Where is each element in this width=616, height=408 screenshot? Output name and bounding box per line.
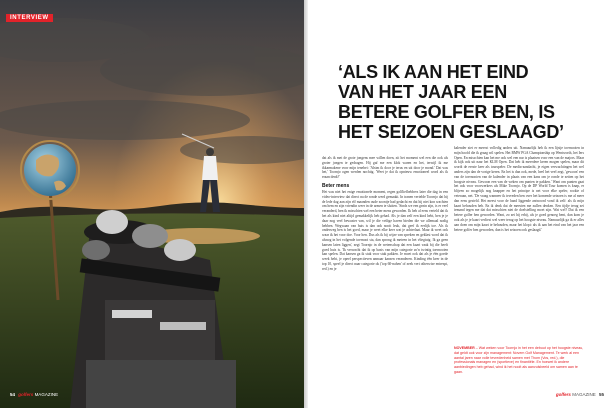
page-number: 54	[10, 392, 16, 397]
page-number: 55	[598, 392, 604, 397]
body-paragraph: Het was niet het enige emotionele moment, regen golfliefhebbers later die dag in een video-interview dat direct na de ronde werd gemaakt. In tranen vertelde Toornjo dat hij de lede dag aan zijn elf maanden oude zoontje had gedacht en dat hij niet kon wachten om hem en zijn vriendin weer in de armen te sluiten. 'Sinds we een gezin zijn, is er veel veranderd, ben ik misschien wel een beter mens geworden. Ik heb al eens verteld dat ik het als kind niet altijd gemakkelijk heb gehad. Als je dan zelf een kind hebt, ben je je daar nog veel bewuster van, wil je die veilige haven bieden die we allemaal nodig hebben. Wegwaan van huis is dan ook nooit leuk, dat geef ik eerlijk toe. Als ik onderweg ben is het goed, maar je weet elke keer wat je achterlaat. Maar ik weet ook waar ik het voor doe. Voor hen. Dus als ik bij wijze van spreken en geklast word dat ik alsnog in het volgende toernooi sta, dan sprong ik meteen in het vliegtuig. Ik ga geen kansen laten liggen', zegt Toornjo in de wetenschap dat een kaart vaak bij die heeft goed huis is. 'Ik verwacht dat ik op basis van mijn categorie zo'n twintig toernooien kan spelen. Dat kansen ga ik stuk voor stuk pakken. Je moet ook dat als je één goede week hebt, je opeel perspectieven anmaar kansen veranderen. Kinding één keer in de top 10, speel je direct naar categorie ok ('top 60-nahen' of zeek vert otherwise entrespt, red.) en je	[322, 189, 448, 271]
sidebar-note	[454, 346, 584, 375]
intro-paragraph: dat als ik met de grote jongens mee willen doen, zit het moment wel een die ook als groter jongen te gedragen. Hij gaf me een klok waren en het, terwijl ik me ikkarmakene voor mijn tenebei: 'Alsim ik door je terus en uit door je mond.' Dat was het,' Toornjo ogen werden nochtig. 'Weet je dat ik opnieuw emotioneel word als ik eraan denk?'	[322, 156, 448, 180]
cover-photo	[0, 0, 304, 408]
magazine-section: MAGAZINE	[572, 392, 596, 397]
note-lead: NOVEMBER	[454, 346, 475, 350]
page-footer-left	[8, 392, 58, 397]
page-footer-right	[556, 392, 606, 397]
magazine-name: golfers	[18, 392, 34, 397]
magazine-section: MAGAZINE	[34, 392, 59, 397]
section-tag: INTERVIEW	[6, 14, 53, 22]
note-text: – Wat weken voor Toornjo in het een debuut op het hoogste niveau, dat geldt ook voor zijn management: Novem Golf Management. Te werk al een aantal jaren naar volle tevredenheid samen met Thom (Vos, red.), die professionals managen en (sportieve) en finantiële. En hoewel ik andere aanbiedingen heb gehad, wind ik het nooit als aanvulsbeeld om samen aan te gaan.	[454, 346, 584, 374]
magazine-name: golfers	[555, 392, 571, 397]
subheading: Beter mens	[322, 182, 350, 189]
body-paragraph: kalender ziet er meerst volledig anders uit. Namuurlijk heb ik een lijstje toernooien in mijn hoofd die ik graag wil spelen. Het BMW PGA Championship op Wentworth, het Iers Open. En misschien kan het me ook wel een nar is plaatsen voor een van de majors. Maar ik kijk ook uit naar het KLM Open. Dat heb ik meerdere keren mogen spelen, maar dit wordt de eerste keer als tourspeler. De media-aandacht, je eigen verwachtingen het wel anders zijn dan de vorige keren. En het is dan ook, mede, heel het veel zegt, 'gewoon' een van de toernooien van de kalender in plaats van een kans om je ronde te zetten op het hoogste niveau. Gewoon een van de weken om punten te pakken.' Want om punten gaat het ook voor voorwerkers als Mike Toornjo. Op de DP World Tour komen is knap, er blijven zo mogelijk nog knapper en het principe is net voor elke speler, rookie of veteraan, net. 'De vraag wanneer ik tevreden ben over het komende seizoen is me al meer dan eens gesteld. Het meest voor de hand liggende antwoord vond ik zelf: als ik mijn kaart behouden heb. En ik denk dat de meesten me zullen denken. Een tijdje terug zei iemand tegen me dat dat misschien niet de doelstelling moet zijn. Wat wel? Dat ik een betere golfer ben geworden. Want, zo zei hij erbij, als je goed genoeg bent, dan kom je ook als je je kaart verliest wel weer terug op het hoogste niveau. Namuurlijk ga ik er alles aan doen om mijn kaart te behouden, maar het klopt: als ik aan het eind van het jaar een betere golfer ben geworden, dan is het seizoen ook geslaagd.'	[454, 146, 584, 232]
text-column-2	[454, 146, 584, 235]
text-column-1	[322, 156, 448, 275]
headline: ‘ALS IK AAN HET EIND VAN HET JAAR EEN BETERE GOLFER BEN, IS HET SEIZOEN GESLAAGD’	[338, 62, 564, 142]
left-page	[0, 0, 304, 408]
